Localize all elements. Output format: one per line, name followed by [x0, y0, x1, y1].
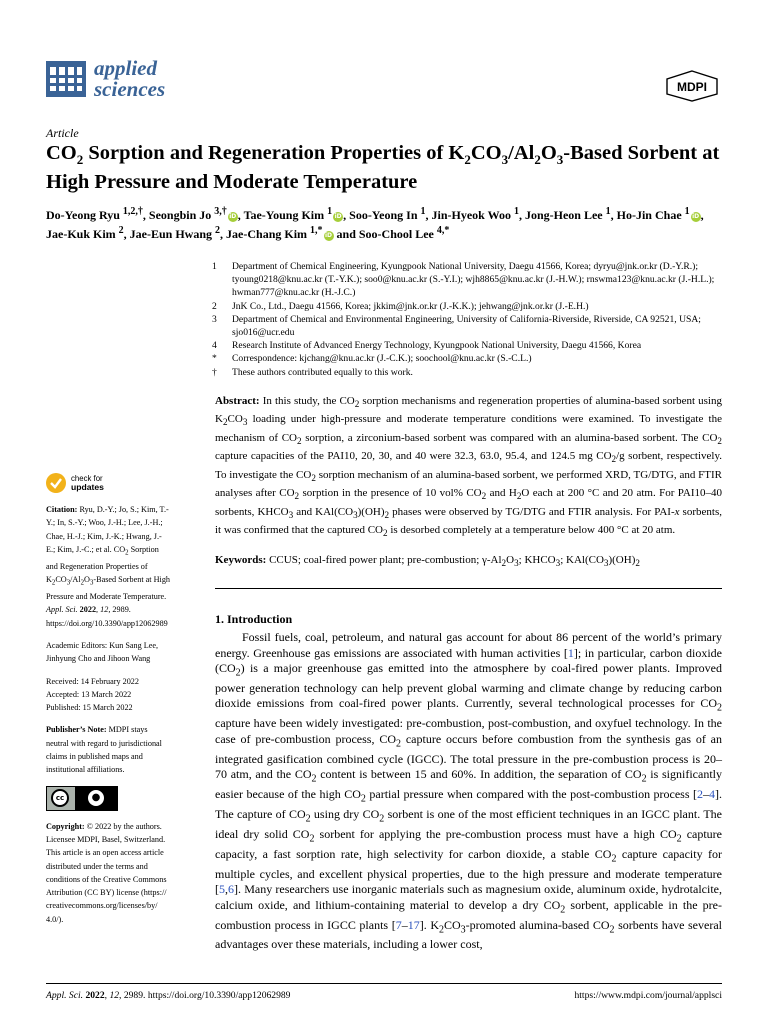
affiliation-mark: 1	[212, 261, 217, 272]
received-date: Received: 14 February 2022	[46, 676, 139, 686]
author-list: Do-Yeong Ryu $^{1,2,\dagger}$, Seongbin Jo $^{3,\dagger}$ iD, Tae-Young Kim $^1$ iD, Soo-Yeong In $^1$, Jin-Hyeok Woo $^1$, Jong-Heon Lee $^1$, Ho-Jin Chae $^1$ iD, Jae-Kuk Kim $^2$, Jae-Eun Hwang $^2$, Jae-Chang Kim $^{1,*}$ iD and Soo-Chool Lee $^{4,*}$	[46, 206, 704, 241]
copyright-notice: Copyright: © 2022 by the authors. Licensee MDPI, Basel, Switzerland. This article is an open access article distributed under the terms and conditions of the Creative Commons Attribution (CC BY) license (https:// creativecommons.org/licenses/by/ 4.0/).	[46, 821, 167, 924]
affiliation-item	[206, 260, 726, 300]
dates	[46, 675, 170, 715]
affiliation-mark: †	[212, 366, 217, 378]
attribution-person-icon: ●	[88, 790, 104, 806]
accepted-date: Accepted: 13 March 2022	[46, 689, 132, 699]
journal-logo[interactable]	[46, 58, 165, 100]
journal-logo-icon	[46, 61, 86, 97]
affiliation-mark: 2	[212, 300, 217, 312]
sidebar	[46, 473, 170, 935]
affiliation-mark: 4	[212, 340, 217, 352]
affiliation-text: Research Institute of Advanced Energy Technology, Kyungpook National University, Daegu 41566, Korea	[232, 340, 642, 352]
citation: Citation: Ryu, D.-Y.; Jo, S.; Kim, T.-Y.; In, S.-Y.; Woo, J.-H.; Lee, J.-H.; Chae, H.-J.; Kim, J.-K.; Hwang, J.-E.; Kim, J.-C.; et al. $CO_2$ Sorption and Regeneration Properties of $K_2CO_3/Al_2O_3$-Based Sorbent at High Pressure and Moderate Temperature. Appl. Sci. 2022, 12, 2989. https://doi.org/10.3390/app12062989	[46, 505, 171, 628]
article-title: $CO_2$ Sorption and Regeneration Properties of $K_2CO_3/Al_2O_3$-Based Sorbent at High Pressure and Moderate Temperature	[46, 142, 720, 194]
affiliation-text: Correspondence: kjchang@knu.ac.kr (J.-C.K.); soochool@knu.ac.kr (S.-C.L.)	[232, 353, 532, 365]
cc-icon: cc	[51, 789, 69, 807]
check-updates-line1: check for	[71, 474, 103, 483]
mdpi-logo-text: MDPI	[677, 80, 707, 94]
article-type: Article	[46, 126, 79, 140]
check-updates-line2: updates	[71, 482, 104, 492]
by-attribution-block	[75, 787, 117, 810]
check-updates-icon	[46, 473, 66, 493]
journal-name	[94, 58, 165, 100]
keywords: Keywords: CCUS; coal-fired power plant; pre-combustion; $\gamma-Al_2O_3$; $KHCO_3$; $KAl(CO_3)(OH)_2$	[215, 554, 640, 569]
affiliation-mark: 3	[212, 313, 217, 325]
footer-journal-url[interactable]: https://www.mdpi.com/journal/applsci	[574, 990, 722, 1001]
section-divider	[215, 588, 722, 589]
academic-editors: Academic Editors: Kun Sang Lee, Jinhyung Cho and Jihoon Wang	[46, 640, 159, 664]
abstract: Abstract: In this study, the $CO_2$ sorption mechanisms and regeneration properties of alumina-based sorbent using $K_2CO_3$ loading under high-pressure and moderate temperature conditions were examined. To investigate the mechanism of $CO_2$ sorption, a zirconium-based sorbent was compared with an alumina-based sorbent. The $CO_2$ capture capacities of the PAI10, 20, 30, and 40 were 32.3, 63.0, 95.4, and 124.5 mg $CO_2/g$ sorbent, respectively. To investigate the $CO_2$ sorption mechanism of an alumina-based sorbent, we performed XRD, TG/DTG, and FTIR analyses after $CO_2$ sorption in the presence of 10 vol% $CO_2$ and $H_2O$ each at 200 °C and 20 atm. For PAI10–40 sorbents, $KHCO_3$ and $KAl(CO_3)(OH)_2$ phases were observed by TG/DTG and FTIR analysis. For PAI-x sorbents, it was confirmed that the captured $CO_2$ is desorbed completely at a temperature below 400 °C at 20 atm.	[215, 395, 723, 539]
cc-by-license-badge[interactable]	[46, 786, 118, 811]
journal-name-line1: applied	[94, 56, 157, 80]
check-for-updates-button[interactable]	[46, 473, 170, 493]
footer-citation: Appl. Sci. 2022, 12, 2989. https://doi.org/10.3390/app12062989	[46, 990, 291, 1001]
journal-name-line2: sciences	[94, 77, 166, 101]
affiliation-item	[206, 300, 726, 313]
section-title: 1. Introduction	[215, 612, 293, 626]
affiliation-text: JnK Co., Ltd., Daegu 41566, Korea; jkkim@jnk.or.kr (J.-K.K.); jehwang@jnk.or.kr (J.-E.H.)	[232, 300, 589, 312]
publisher-note: Publisher’s Note: MDPI stays neutral with regard to jurisdictional claims in published maps and institutional affiliations.	[46, 725, 162, 775]
check-updates-label	[71, 474, 104, 492]
affiliation-mark: *	[212, 353, 217, 365]
affiliation-item	[206, 366, 726, 379]
affiliation-item	[206, 339, 726, 352]
introduction-text: Fossil fuels, coal, petroleum, and natural gas account for about 86 percent of the world’s primary energy. Greenhouse gas emissions are associated with human activities [1]; in particular, carbon dioxide $(CO_2)$ is a major greenhouse gas emitted into the atmosphere by coal-fired power plants. Improved power generation technology can help prevent global warming and climate change by reducing carbon dioxide emissions from coal-fired power plants. Currently, several technological processes for $CO_2$ capture have been widely investigated: pre-combustion, post-combustion, and oxyfuel technology. In the case of pre-combustion process, $CO_2$ capture occurs before combustion from the synthesis gas of an integrated gasification combined cycle (IGCC). The total pressure in the pre-combustion process is 20–70 atm, and the $CO_2$ content is between 15 and 60%. In addition, the separation of $CO_2$ is significantly easier because of the high $CO_2$ partial pressure when compared with the post-combustion process [2–4]. The capture of $CO_2$ using dry $CO_2$ sorbent is one of the most efficient techniques in an IGCC plant. The ideal dry solid $CO_2$ sorbent for applying the pre-combustion process must have a high $CO_2$ capture capacity, a fast sorption rate, high selectivity for carbon dioxide, a stable $CO_2$ capture capacity for multiple cycles, and excellent physical properties, due to the high pressure and moderate temperature [5,6]. Many researchers use inorganic materials such as magnesium oxide, aluminum oxide, hydrotalcite, calcium oxide, and lithium-containing material to develop a dry $CO_2$ sorbent, applicable in the pre-combustion process in IGCC plants [7–17]. $K_2CO_3$-promoted alumina-based $CO_2$ sorbents have several advantages over these materials, including a lower cost,	[215, 630, 723, 952]
mdpi-logo[interactable]	[664, 70, 720, 102]
affiliation-text: These authors contributed equally to this work.	[232, 366, 413, 378]
affiliations	[206, 260, 726, 379]
published-date: Published: 15 March 2022	[46, 703, 133, 713]
affiliation-text: Department of Chemical and Environmental Engineering, University of California-Riverside, Riverside, CA 92521, USA; sjo016@ucr.edu	[232, 313, 701, 339]
affiliation-text: Department of Chemical Engineering, Kyungpook National University, Daegu 41566, Korea; dyryu@jnk.or.kr (D.-Y.R.); tyoung0218@knu.ac.kr (T.-Y.K.); soo0@knu.ac.kr (S.-Y.I.); wjh8865@knu.ac.kr (J.-H.W.); rnswma123@knu.ac.kr (J.-H.L.); hwman777@knu.ac.kr (H.-J.C.)	[232, 261, 715, 299]
mdpi-logo-icon	[664, 70, 720, 102]
affiliation-item	[206, 313, 726, 339]
affiliation-item	[206, 352, 726, 365]
footer-divider	[46, 983, 722, 984]
